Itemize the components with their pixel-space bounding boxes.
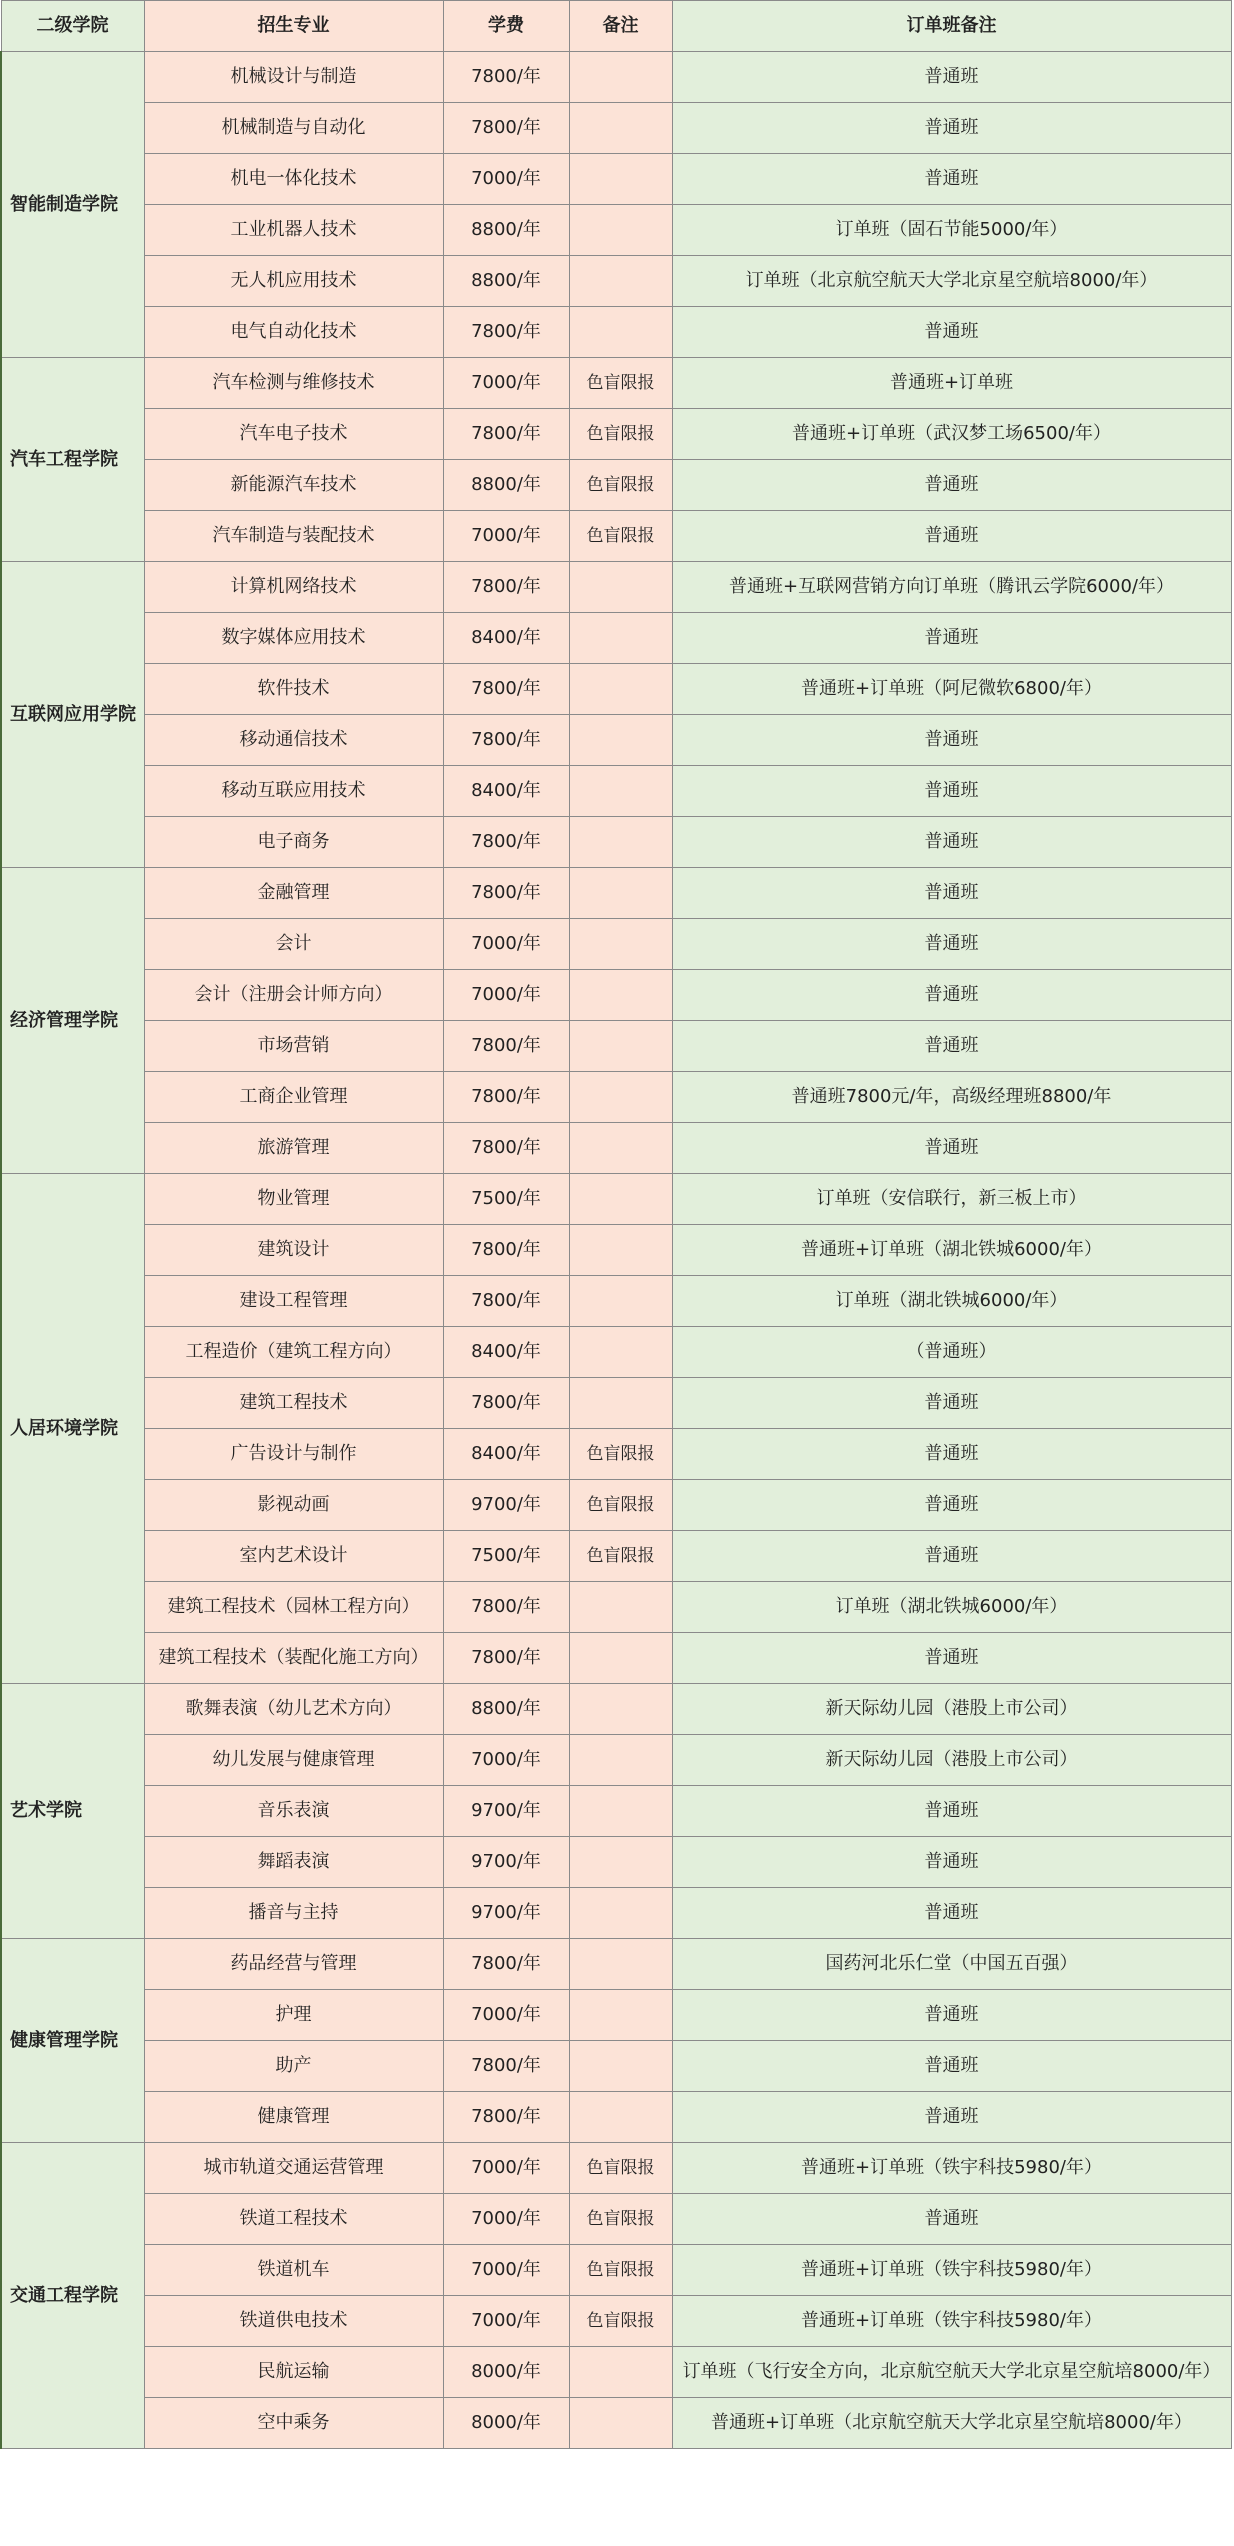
order-note-cell: 普通班 — [672, 2092, 1231, 2143]
order-note-cell: 订单班（固石节能5000/年） — [672, 205, 1231, 256]
major-cell: 空中乘务 — [144, 2398, 443, 2449]
fee-cell: 7800/年 — [443, 715, 569, 766]
header-fee: 学费 — [443, 1, 569, 52]
dept-cell: 智能制造学院 — [1, 52, 144, 358]
order-note-cell: 普通班 — [672, 1837, 1231, 1888]
major-cell: 软件技术 — [144, 664, 443, 715]
major-cell: 药品经营与管理 — [144, 1939, 443, 1990]
table-row — [1, 205, 1231, 256]
table-row — [1, 1684, 1231, 1735]
order-note-cell: 普通班 — [672, 766, 1231, 817]
major-cell: 机械设计与制造 — [144, 52, 443, 103]
note-cell — [569, 103, 672, 154]
header-note: 备注 — [569, 1, 672, 52]
fee-cell: 7800/年 — [443, 817, 569, 868]
order-note-cell: 普通班 — [672, 868, 1231, 919]
major-cell: 城市轨道交通运营管理 — [144, 2143, 443, 2194]
table-row — [1, 1939, 1231, 1990]
table-row — [1, 1225, 1231, 1276]
major-cell: 建筑设计 — [144, 1225, 443, 1276]
major-cell: 健康管理 — [144, 2092, 443, 2143]
fee-cell: 7000/年 — [443, 1990, 569, 2041]
fee-cell: 7500/年 — [443, 1174, 569, 1225]
table-row — [1, 2296, 1231, 2347]
order-note-cell: 订单班（飞行安全方向，北京航空航天大学北京星空航培8000/年） — [672, 2347, 1231, 2398]
order-note-cell: 普通班 — [672, 1786, 1231, 1837]
note-cell — [569, 1735, 672, 1786]
order-note-cell: 普通班+订单班 — [672, 358, 1231, 409]
fee-cell: 7800/年 — [443, 1123, 569, 1174]
table-row — [1, 1888, 1231, 1939]
note-cell — [569, 1786, 672, 1837]
table-row — [1, 613, 1231, 664]
fee-cell: 7800/年 — [443, 1378, 569, 1429]
fee-cell: 7500/年 — [443, 1531, 569, 1582]
order-note-cell: 普通班 — [672, 103, 1231, 154]
table-row — [1, 766, 1231, 817]
table-row — [1, 715, 1231, 766]
major-cell: 铁道工程技术 — [144, 2194, 443, 2245]
order-note-cell: 普通班 — [672, 154, 1231, 205]
fee-cell: 8000/年 — [443, 2347, 569, 2398]
table-row — [1, 1633, 1231, 1684]
table-row — [1, 460, 1231, 511]
order-note-cell: 普通班 — [672, 2041, 1231, 2092]
table-row — [1, 562, 1231, 613]
note-cell — [569, 1225, 672, 1276]
table-row — [1, 1582, 1231, 1633]
major-cell: 电子商务 — [144, 817, 443, 868]
header-major: 招生专业 — [144, 1, 443, 52]
order-note-cell: 国药河北乐仁堂（中国五百强） — [672, 1939, 1231, 1990]
note-cell — [569, 2347, 672, 2398]
fee-cell: 7000/年 — [443, 970, 569, 1021]
major-cell: 建筑工程技术（装配化施工方向） — [144, 1633, 443, 1684]
fee-cell: 7000/年 — [443, 511, 569, 562]
fee-cell: 7000/年 — [443, 154, 569, 205]
major-cell: 计算机网络技术 — [144, 562, 443, 613]
dept-cell: 人居环境学院 — [1, 1174, 144, 1684]
order-note-cell: 订单班（北京航空航天大学北京星空航培8000/年） — [672, 256, 1231, 307]
major-cell: 建筑工程技术（园林工程方向） — [144, 1582, 443, 1633]
order-note-cell: 普通班 — [672, 613, 1231, 664]
note-cell — [569, 2041, 672, 2092]
note-cell — [569, 1837, 672, 1888]
note-cell: 色盲限报 — [569, 2245, 672, 2296]
fee-cell: 9700/年 — [443, 1480, 569, 1531]
major-cell: 机电一体化技术 — [144, 154, 443, 205]
major-cell: 室内艺术设计 — [144, 1531, 443, 1582]
major-cell: 播音与主持 — [144, 1888, 443, 1939]
table-row — [1, 52, 1231, 103]
note-cell: 色盲限报 — [569, 460, 672, 511]
fee-cell: 8400/年 — [443, 1429, 569, 1480]
major-cell: 工业机器人技术 — [144, 205, 443, 256]
fee-cell: 8000/年 — [443, 2398, 569, 2449]
fee-cell: 7000/年 — [443, 1735, 569, 1786]
fee-cell: 7000/年 — [443, 919, 569, 970]
fee-cell: 9700/年 — [443, 1888, 569, 1939]
table-row — [1, 2245, 1231, 2296]
note-cell — [569, 919, 672, 970]
note-cell — [569, 1888, 672, 1939]
major-cell: 汽车检测与维修技术 — [144, 358, 443, 409]
major-cell: 舞蹈表演 — [144, 1837, 443, 1888]
major-cell: 民航运输 — [144, 2347, 443, 2398]
major-cell: 工程造价（建筑工程方向） — [144, 1327, 443, 1378]
note-cell: 色盲限报 — [569, 2296, 672, 2347]
fee-cell: 7800/年 — [443, 103, 569, 154]
fee-cell: 7000/年 — [443, 2296, 569, 2347]
fee-cell: 7800/年 — [443, 1021, 569, 1072]
note-cell — [569, 1939, 672, 1990]
fee-cell: 7800/年 — [443, 307, 569, 358]
order-note-cell: 普通班 — [672, 715, 1231, 766]
table-row — [1, 1378, 1231, 1429]
order-note-cell: 普通班 — [672, 1378, 1231, 1429]
fee-cell: 8400/年 — [443, 766, 569, 817]
table-body — [1, 52, 1231, 2449]
fee-cell: 7800/年 — [443, 2041, 569, 2092]
table-row — [1, 1990, 1231, 2041]
major-cell: 工商企业管理 — [144, 1072, 443, 1123]
major-cell: 广告设计与制作 — [144, 1429, 443, 1480]
fee-cell: 7800/年 — [443, 562, 569, 613]
note-cell — [569, 817, 672, 868]
table-row — [1, 2347, 1231, 2398]
note-cell — [569, 1684, 672, 1735]
order-note-cell: 订单班（湖北铁城6000/年） — [672, 1582, 1231, 1633]
table-header — [1, 1, 1231, 52]
table-row — [1, 2143, 1231, 2194]
major-cell: 歌舞表演（幼儿艺术方向） — [144, 1684, 443, 1735]
note-cell — [569, 562, 672, 613]
note-cell — [569, 715, 672, 766]
major-cell: 汽车电子技术 — [144, 409, 443, 460]
table-row — [1, 1174, 1231, 1225]
fee-cell: 7800/年 — [443, 1582, 569, 1633]
major-cell: 新能源汽车技术 — [144, 460, 443, 511]
table-row — [1, 1735, 1231, 1786]
major-cell: 电气自动化技术 — [144, 307, 443, 358]
fee-cell: 8800/年 — [443, 256, 569, 307]
major-cell: 铁道供电技术 — [144, 2296, 443, 2347]
order-note-cell: 普通班 — [672, 1480, 1231, 1531]
note-cell: 色盲限报 — [569, 511, 672, 562]
order-note-cell: 普通班 — [672, 460, 1231, 511]
fee-cell: 8800/年 — [443, 460, 569, 511]
note-cell — [569, 205, 672, 256]
order-note-cell: 普通班+订单班（湖北铁城6000/年） — [672, 1225, 1231, 1276]
fee-cell: 7000/年 — [443, 358, 569, 409]
fee-cell: 7000/年 — [443, 2143, 569, 2194]
note-cell: 色盲限报 — [569, 2194, 672, 2245]
note-cell — [569, 2398, 672, 2449]
order-note-cell: （普通班） — [672, 1327, 1231, 1378]
major-cell: 护理 — [144, 1990, 443, 2041]
major-cell: 数字媒体应用技术 — [144, 613, 443, 664]
major-cell: 建筑工程技术 — [144, 1378, 443, 1429]
table-row — [1, 1276, 1231, 1327]
table-row — [1, 307, 1231, 358]
table-row — [1, 664, 1231, 715]
note-cell — [569, 1276, 672, 1327]
order-note-cell: 普通班 — [672, 970, 1231, 1021]
major-cell: 音乐表演 — [144, 1786, 443, 1837]
fee-cell: 8400/年 — [443, 1327, 569, 1378]
table-row — [1, 1072, 1231, 1123]
order-note-cell: 订单班（湖北铁城6000/年） — [672, 1276, 1231, 1327]
major-cell: 幼儿发展与健康管理 — [144, 1735, 443, 1786]
table-row — [1, 970, 1231, 1021]
major-cell: 移动通信技术 — [144, 715, 443, 766]
note-cell — [569, 52, 672, 103]
fee-cell: 9700/年 — [443, 1837, 569, 1888]
order-note-cell: 普通班 — [672, 511, 1231, 562]
major-cell: 会计 — [144, 919, 443, 970]
fee-cell: 7800/年 — [443, 1225, 569, 1276]
fee-cell: 8800/年 — [443, 1684, 569, 1735]
table-row — [1, 868, 1231, 919]
dept-cell: 经济管理学院 — [1, 868, 144, 1174]
note-cell: 色盲限报 — [569, 1429, 672, 1480]
order-note-cell: 普通班+订单班（阿尼微软6800/年） — [672, 664, 1231, 715]
note-cell — [569, 613, 672, 664]
note-cell — [569, 154, 672, 205]
fee-cell: 7800/年 — [443, 664, 569, 715]
table-row — [1, 919, 1231, 970]
major-cell: 旅游管理 — [144, 1123, 443, 1174]
fee-cell: 7800/年 — [443, 868, 569, 919]
dept-cell: 健康管理学院 — [1, 1939, 144, 2143]
major-cell: 建设工程管理 — [144, 1276, 443, 1327]
note-cell — [569, 766, 672, 817]
order-note-cell: 普通班 — [672, 1531, 1231, 1582]
major-cell: 金融管理 — [144, 868, 443, 919]
table-row — [1, 511, 1231, 562]
fee-cell: 7800/年 — [443, 409, 569, 460]
note-cell — [569, 1633, 672, 1684]
table-row — [1, 154, 1231, 205]
note-cell: 色盲限报 — [569, 358, 672, 409]
note-cell — [569, 664, 672, 715]
order-note-cell: 普通班 — [672, 2194, 1231, 2245]
order-note-cell: 普通班+订单班（铁宇科技5980/年） — [672, 2296, 1231, 2347]
note-cell — [569, 256, 672, 307]
order-note-cell: 普通班 — [672, 1990, 1231, 2041]
note-cell: 色盲限报 — [569, 2143, 672, 2194]
dept-cell: 交通工程学院 — [1, 2143, 144, 2449]
table-row — [1, 1021, 1231, 1072]
major-cell: 移动互联应用技术 — [144, 766, 443, 817]
table-row — [1, 817, 1231, 868]
fee-cell: 8400/年 — [443, 613, 569, 664]
major-cell: 物业管理 — [144, 1174, 443, 1225]
order-note-cell: 普通班+订单班（铁宇科技5980/年） — [672, 2143, 1231, 2194]
order-note-cell: 普通班 — [672, 52, 1231, 103]
major-cell: 影视动画 — [144, 1480, 443, 1531]
order-note-cell: 新天际幼儿园（港股上市公司） — [672, 1684, 1231, 1735]
note-cell — [569, 868, 672, 919]
note-cell: 色盲限报 — [569, 1531, 672, 1582]
order-note-cell: 订单班（安信联行，新三板上市） — [672, 1174, 1231, 1225]
fee-cell: 7800/年 — [443, 1072, 569, 1123]
table-row — [1, 1531, 1231, 1582]
dept-cell: 汽车工程学院 — [1, 358, 144, 562]
fee-cell: 9700/年 — [443, 1786, 569, 1837]
header-row — [1, 1, 1231, 52]
fee-cell: 7800/年 — [443, 1939, 569, 1990]
fee-cell: 8800/年 — [443, 205, 569, 256]
dept-cell: 艺术学院 — [1, 1684, 144, 1939]
fee-cell: 7000/年 — [443, 2194, 569, 2245]
order-note-cell: 普通班7800元/年，高级经理班8800/年 — [672, 1072, 1231, 1123]
order-note-cell: 普通班 — [672, 1123, 1231, 1174]
order-note-cell: 普通班 — [672, 1429, 1231, 1480]
note-cell — [569, 1123, 672, 1174]
table-row — [1, 2194, 1231, 2245]
fee-cell: 7800/年 — [443, 2092, 569, 2143]
order-note-cell: 普通班+订单班（武汉梦工场6500/年） — [672, 409, 1231, 460]
fee-cell: 7800/年 — [443, 1276, 569, 1327]
order-note-cell: 普通班 — [672, 307, 1231, 358]
note-cell: 色盲限报 — [569, 1480, 672, 1531]
note-cell — [569, 1174, 672, 1225]
table-row — [1, 409, 1231, 460]
order-note-cell: 普通班+订单班（北京航空航天大学北京星空航培8000/年） — [672, 2398, 1231, 2449]
order-note-cell: 普通班 — [672, 1888, 1231, 1939]
fee-cell: 7800/年 — [443, 52, 569, 103]
order-note-cell: 普通班 — [672, 1633, 1231, 1684]
table-row — [1, 2092, 1231, 2143]
header-dept: 二级学院 — [1, 1, 144, 52]
order-note-cell: 新天际幼儿园（港股上市公司） — [672, 1735, 1231, 1786]
table-row — [1, 1837, 1231, 1888]
note-cell — [569, 1072, 672, 1123]
order-note-cell: 普通班 — [672, 1021, 1231, 1072]
table-row — [1, 1123, 1231, 1174]
table-row — [1, 2041, 1231, 2092]
dept-cell: 互联网应用学院 — [1, 562, 144, 868]
order-note-cell: 普通班 — [672, 919, 1231, 970]
major-cell: 无人机应用技术 — [144, 256, 443, 307]
major-cell: 机械制造与自动化 — [144, 103, 443, 154]
note-cell — [569, 1582, 672, 1633]
major-cell: 铁道机车 — [144, 2245, 443, 2296]
major-cell: 汽车制造与装配技术 — [144, 511, 443, 562]
fee-cell: 7000/年 — [443, 2245, 569, 2296]
table-row — [1, 1480, 1231, 1531]
note-cell — [569, 1378, 672, 1429]
major-cell: 市场营销 — [144, 1021, 443, 1072]
note-cell — [569, 1021, 672, 1072]
major-cell: 会计（注册会计师方向） — [144, 970, 443, 1021]
note-cell — [569, 970, 672, 1021]
note-cell — [569, 1327, 672, 1378]
table-row — [1, 358, 1231, 409]
table-row — [1, 103, 1231, 154]
order-note-cell: 普通班+互联网营销方向订单班（腾讯云学院6000/年） — [672, 562, 1231, 613]
table-row — [1, 1429, 1231, 1480]
note-cell — [569, 2092, 672, 2143]
header-order-note: 订单班备注 — [672, 1, 1231, 52]
table-row — [1, 2398, 1231, 2449]
note-cell — [569, 307, 672, 358]
table-row — [1, 256, 1231, 307]
fee-cell: 7800/年 — [443, 1633, 569, 1684]
table-row — [1, 1786, 1231, 1837]
table-row — [1, 1327, 1231, 1378]
order-note-cell: 普通班+订单班（铁宇科技5980/年） — [672, 2245, 1231, 2296]
note-cell: 色盲限报 — [569, 409, 672, 460]
note-cell — [569, 1990, 672, 2041]
order-note-cell: 普通班 — [672, 817, 1231, 868]
major-cell: 助产 — [144, 2041, 443, 2092]
